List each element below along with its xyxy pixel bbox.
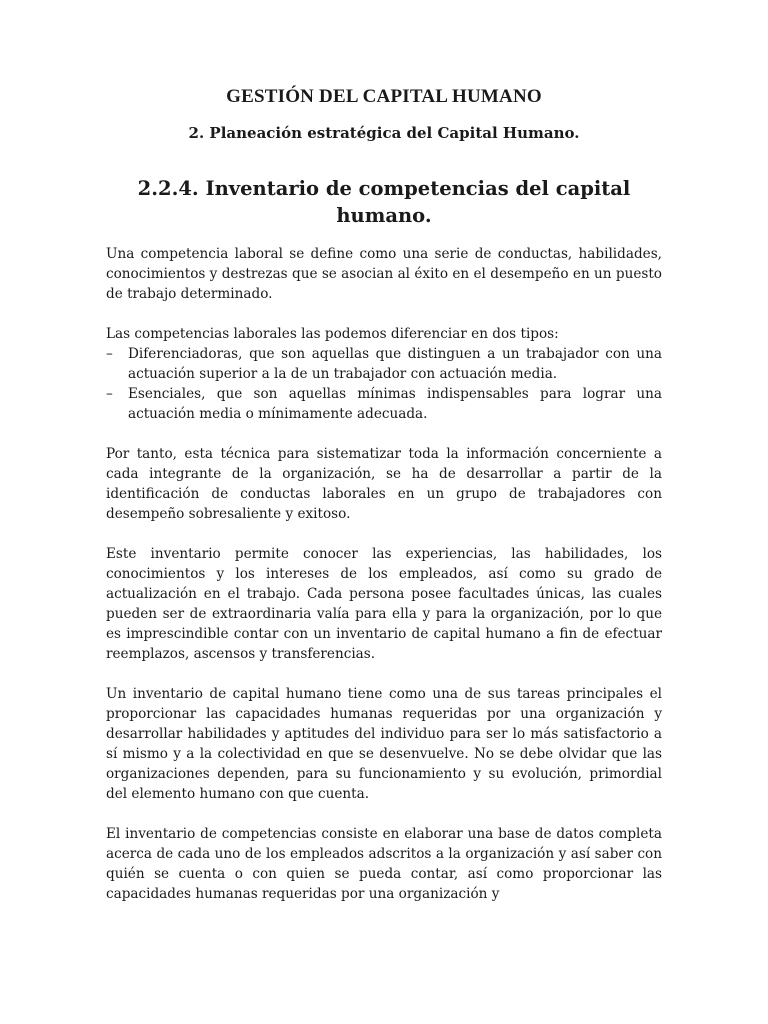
section-heading: 2.2.4. Inventario de competencias del capital humano. (137, 177, 631, 227)
paragraph-inventory-database: El inventario de competencias consiste en elaborar una base de datos completa acerca de cada uno de los empleados adscritos a la organización y así saber con quién se cuenta o con quien se pueda contar, así como proporcionar las capacidades humanas requeridas por una organización y (106, 826, 662, 902)
paragraph-types-intro: Las competencias laborales las podemos diferenciar en dos tipos: (106, 326, 559, 342)
list-item (106, 344, 662, 384)
paragraph-inventory-purpose: Este inventario permite conocer las experiencias, las habilidades, los conocimientos y los intereses de los empleados, así como su grado de actualización en el trabajo. Cada persona posee facultades únicas, las cuales pueden ser de extraordinaria valía para ella y para la organización, por lo que es imprescindible contar con un inventario de capital humano a fin de efectuar reemplazos, ascensos y transferencias. (106, 546, 662, 662)
list-item-text: Diferenciadoras, que son aquellas que distinguen a un trabajador con una actuación superior a la de un trabajador con actuación media. (128, 346, 662, 382)
document-title: GESTIÓN DEL CAPITAL HUMANO (226, 86, 542, 107)
competency-types-list (106, 344, 662, 424)
paragraph-definition: Una competencia laboral se define como una serie de conductas, habilidades, conocimientos y destrezas que se asocian al éxito en el desempeño en un puesto de trabajo determinado. (106, 246, 662, 302)
paragraph-inventory-tasks: Un inventario de capital humano tiene como una de sus tareas principales el proporcionar las capacidades humanas requeridas por una organización y desarrollar habilidades y aptitudes del individuo para ser lo más satisfactorio a sí mismo y a la colectividad en que se desenvuelve. No se debe olvidar que las organizaciones dependen, para su funcionamiento y su evolución, primordial del elemento humano con que cuenta. (106, 686, 662, 802)
list-dash-marker: – (106, 386, 113, 402)
chapter-subtitle: 2. Planeación estratégica del Capital Humano. (188, 124, 580, 142)
list-dash-marker: – (106, 346, 113, 362)
paragraph-technique: Por tanto, esta técnica para sistematizar toda la información concerniente a cada integrante de la organización, se ha de desarrollar a partir de la identificación de conductas laborales en un grupo de trabajadores con desempeño sobresaliente y exitoso. (106, 446, 662, 522)
list-item (106, 384, 662, 424)
document-body (106, 244, 662, 924)
list-item-text: Esenciales, que son aquellas mínimas indispensables para lograr una actuación media o mínimamente adecuada. (128, 386, 662, 422)
